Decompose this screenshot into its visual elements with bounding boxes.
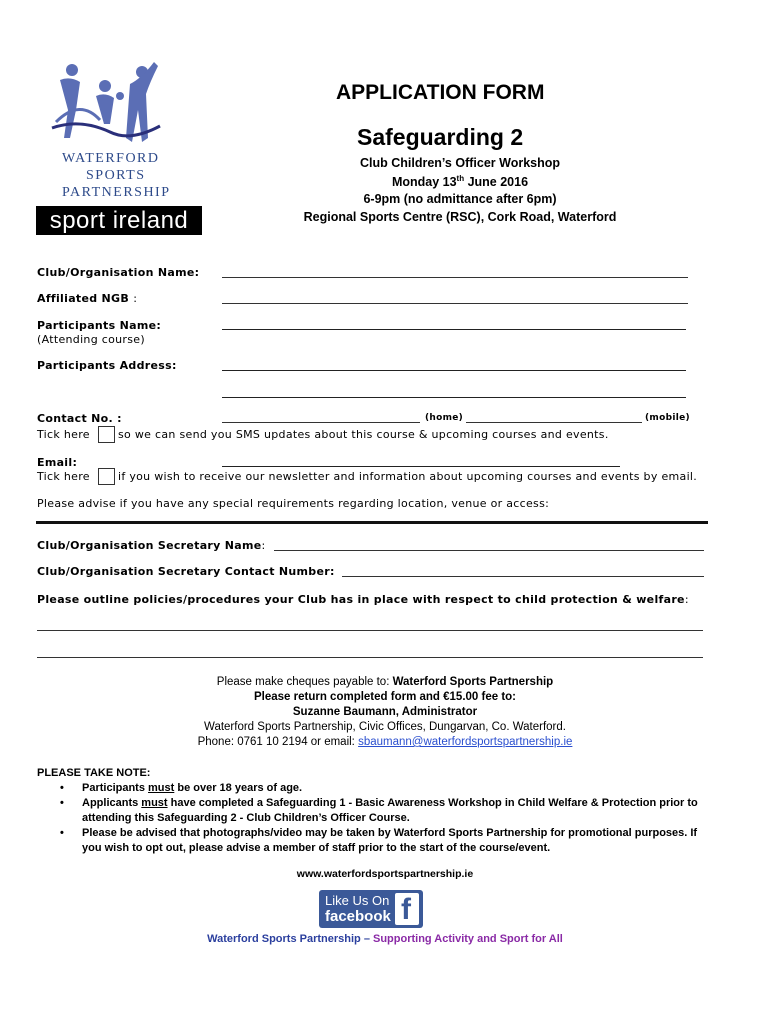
email-label: Email: (37, 456, 78, 469)
sms-description: so we can send you SMS updates about this course & upcoming courses and events. (118, 428, 609, 441)
participants-name-hint: (Attending course) (37, 333, 145, 346)
wsp-line-2: SPORTS (86, 168, 146, 183)
facebook-wordmark: facebook (325, 908, 391, 925)
contact-details: Phone: 0761 10 2194 or email: sbaumann@waterfordsportspartnership.ie (197, 736, 573, 748)
newsletter-description: if you wish to receive our newsletter and information about upcoming courses and events by email. (118, 470, 698, 483)
website-url[interactable]: www.waterfordsportspartnership.ie (296, 868, 474, 880)
wsp-line-3: PARTNERSHIP (62, 185, 171, 200)
form-title: APPLICATION FORM (336, 81, 545, 104)
participants-name-label: Participants Name: (37, 319, 162, 332)
course-title: Safeguarding 2 (357, 124, 524, 150)
note-item-photographs: • Please be advised that photographs/video may be taken by Waterford Sports Partnership for promotional purposes. If you wish to opt out, please advise a member of staff prior to the start of the course/event. (60, 827, 698, 854)
ngb-label: Affiliated NGB : (37, 292, 138, 305)
facebook-like-badge[interactable] (319, 890, 423, 928)
date-suffix: June 2016 (464, 175, 529, 190)
sport-figures-logo-icon (50, 58, 168, 150)
sport-ireland-logo: sport ireland (36, 206, 202, 235)
tagline: Waterford Sports Partnership – Supporting Activity and Sport for All (207, 933, 563, 945)
home-phone-field[interactable] (222, 422, 420, 423)
address-field-line-1[interactable] (222, 370, 686, 371)
waterford-sports-partnership-wordmark (62, 150, 192, 201)
return-instructions: Please return completed form and €15.00 fee to: (253, 691, 517, 703)
newsletter-checkbox[interactable] (98, 468, 115, 485)
wsp-line-1: WATERFORD (62, 151, 160, 166)
course-date (260, 174, 660, 189)
sms-tick-label: Tick here (37, 428, 90, 441)
policies-label: Please outline policies/procedures your Club has in place with respect to child protection & welfare: (37, 593, 689, 606)
workshop-name: Club Children’s Officer Workshop (359, 156, 561, 170)
facebook-f-icon: f (395, 893, 419, 925)
contact-label: Contact No. : (37, 412, 122, 425)
home-label: (home) (425, 413, 464, 423)
policies-field-line-2[interactable] (37, 657, 703, 658)
note-item-age: • Participants must be over 18 years of age. (60, 782, 303, 794)
email-link[interactable]: sbaumann@waterfordsportspartnership.ie (358, 736, 573, 748)
address-field-line-2[interactable] (222, 397, 686, 398)
mobile-phone-field[interactable] (466, 422, 642, 423)
newsletter-tick-label: Tick here (37, 470, 90, 483)
club-name-label: Club/Organisation Name: (37, 266, 200, 279)
email-field[interactable] (222, 466, 620, 467)
club-name-field[interactable] (222, 277, 688, 278)
secretary-name-label: Club/Organisation Secretary Name: (37, 539, 266, 552)
section-divider (36, 521, 708, 524)
like-us-on-text: Like Us On (325, 893, 390, 908)
participants-name-field[interactable] (222, 329, 686, 330)
policies-field-line-1[interactable] (37, 630, 703, 631)
secretary-name-field[interactable] (274, 550, 704, 551)
note-item-prerequisite: • Applicants must have completed a Safeguarding 1 - Basic Awareness Workshop in Child Welfare & Protection prior to attending this Safeguarding 2 - Club Children’s Officer Course. (60, 797, 698, 824)
cheques-payable: Please make cheques payable to: Waterford Sports Partnership (216, 676, 554, 688)
course-time: 6-9pm (no admittance after 6pm) (363, 192, 557, 206)
date-sup: th (456, 174, 465, 183)
special-requirements-text: Please advise if you have any special requirements regarding location, venue or access: (37, 497, 550, 510)
secretary-contact-field[interactable] (342, 576, 704, 577)
mobile-label: (mobile) (645, 413, 690, 423)
ngb-field[interactable] (222, 303, 688, 304)
administrator-name: Suzanne Baumann, Administrator (292, 706, 478, 718)
note-title: PLEASE TAKE NOTE: (37, 767, 151, 779)
sms-checkbox[interactable] (98, 426, 115, 443)
participants-address-label: Participants Address: (37, 359, 177, 372)
course-venue: Regional Sports Centre (RSC), Cork Road, Waterford (303, 210, 617, 224)
postal-address: Waterford Sports Partnership, Civic Offices, Dungarvan, Co. Waterford. (204, 721, 566, 733)
date-prefix: Monday 13 (391, 175, 457, 190)
secretary-contact-label: Club/Organisation Secretary Contact Number: (37, 565, 335, 578)
